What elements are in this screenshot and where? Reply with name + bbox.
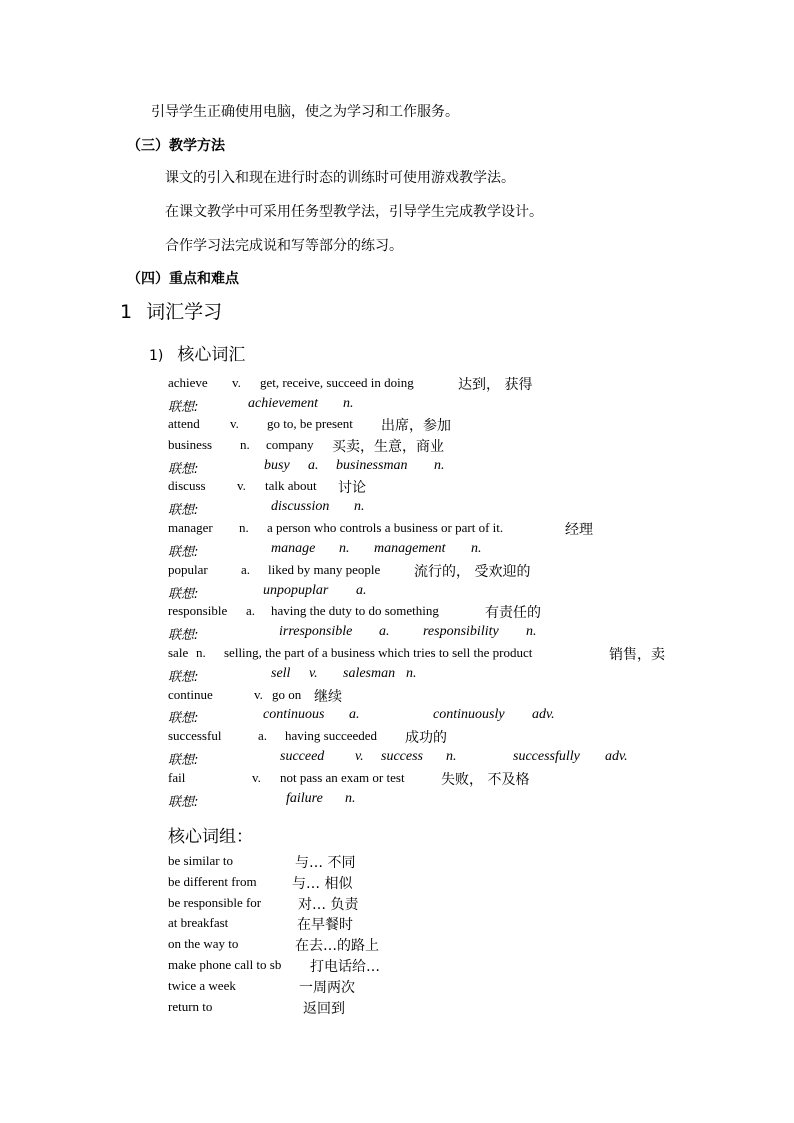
vocab-pos: v. — [230, 416, 239, 431]
vocab-word: sale — [168, 645, 189, 660]
vocab-chinese: 讨论 — [338, 480, 366, 496]
association-word: discussion — [271, 499, 330, 514]
vocab-definition: having succeeded — [285, 728, 378, 743]
phrase-english: be responsible for — [168, 895, 262, 910]
vocab-word: continue — [168, 687, 213, 702]
association-label: 联想: — [168, 711, 199, 726]
vocab-word: manager — [168, 520, 213, 535]
association-pos: a. — [349, 707, 360, 722]
vocab-pos: v. — [237, 478, 246, 493]
phrase-chinese: 在去…的路上 — [295, 938, 379, 954]
association-pos: adv. — [532, 707, 555, 722]
phrase-english: make phone call to sb — [168, 957, 282, 972]
vocab-chinese: 成功的 — [405, 730, 447, 746]
vocab-definition: get, receive, succeed in doing — [260, 375, 414, 390]
vocab-word: attend — [168, 416, 200, 431]
vocab-chinese: 有责任的 — [485, 605, 541, 621]
vocab-word: responsible — [168, 603, 228, 618]
section-title: 词汇学习 — [146, 301, 223, 323]
association-word: continuous — [263, 707, 325, 722]
vocab-chinese: 销售，卖 — [609, 647, 665, 663]
vocab-word: successful — [168, 728, 222, 743]
association-word: succeed — [280, 749, 325, 764]
phrase-chinese: 一周两次 — [299, 980, 355, 996]
phrase-chinese: 与… 相似 — [292, 876, 353, 892]
association-word: manage — [271, 541, 316, 556]
vocab-definition: go on — [272, 687, 302, 702]
association-pos: a. — [308, 458, 319, 473]
vocab-definition: having the duty to do something — [271, 603, 439, 618]
vocab-definition: not pass an exam or test — [280, 770, 405, 785]
vocab-pos: v. — [252, 770, 261, 785]
phrase-english: be similar to — [168, 853, 233, 868]
vocab-pos: n. — [240, 437, 250, 452]
association-word: businessman — [336, 458, 408, 473]
vocab-pos: n. — [196, 645, 206, 660]
association-pos: a. — [356, 583, 367, 598]
association-pos: n. — [339, 541, 350, 556]
vocab-chinese: 出席，参加 — [381, 418, 451, 434]
association-label: 联想: — [168, 503, 199, 518]
association-word: success — [381, 749, 423, 764]
association-pos: n. — [446, 749, 457, 764]
association-label: 联想: — [168, 587, 199, 602]
vocab-pos: v. — [254, 687, 263, 702]
vocab-definition: go to, be present — [267, 416, 353, 431]
vocab-pos: a. — [258, 728, 268, 743]
paragraph-method-2: 在课文教学中可采用任务型教学法，引导学生完成教学设计。 — [165, 204, 543, 220]
paragraph-method-1: 课文的引入和现在进行时态的训练时可使用游戏教学法。 — [165, 170, 515, 186]
association-pos: adv. — [605, 749, 628, 764]
association-label: 联想: — [168, 753, 199, 768]
vocab-chinese: 经理 — [565, 522, 593, 538]
phrase-chinese: 返回到 — [303, 1001, 345, 1017]
vocab-definition: liked by many people — [268, 562, 381, 577]
vocab-chinese: 失败， 不及格 — [441, 772, 530, 788]
association-label: 联想: — [168, 545, 199, 560]
paragraph-computer-use: 引导学生正确使用电脑，使之为学习和工作服务。 — [151, 104, 459, 120]
vocab-word: discuss — [168, 478, 206, 493]
phrase-chinese: 对… 负责 — [298, 897, 359, 913]
association-pos: n. — [354, 499, 365, 514]
subsection-title: 核心词汇 — [177, 345, 246, 365]
vocab-word: achieve — [168, 375, 208, 390]
association-label: 联想: — [168, 628, 199, 643]
association-word: achievement — [248, 396, 318, 411]
vocab-pos: n. — [239, 520, 249, 535]
association-pos: n. — [406, 666, 417, 681]
vocab-pos: a. — [246, 603, 256, 618]
subsection-heading-core-vocab — [149, 340, 245, 365]
phrase-english: return to — [168, 999, 213, 1014]
vocab-definition: company — [266, 437, 314, 452]
association-word: unpopuplar — [263, 583, 329, 598]
vocab-word: popular — [168, 562, 208, 577]
vocab-pos: a. — [241, 562, 251, 577]
association-pos: v. — [355, 749, 364, 764]
vocab-chinese: 达到， 获得 — [458, 377, 533, 393]
phrase-chinese: 与… 不同 — [295, 855, 356, 871]
heading-teaching-methods: （三）教学方法 — [127, 138, 225, 154]
heading-key-points: （四）重点和难点 — [127, 271, 239, 287]
association-label: 联想: — [168, 462, 199, 477]
phrase-english: at breakfast — [168, 915, 229, 930]
vocab-word: fail — [168, 770, 186, 785]
association-label: 联想: — [168, 400, 199, 415]
paragraph-method-3: 合作学习法完成说和写等部分的练习。 — [165, 238, 403, 254]
association-pos: n. — [343, 396, 354, 411]
association-pos: n. — [471, 541, 482, 556]
vocab-chinese: 流行的， 受欢迎的 — [414, 564, 531, 580]
phrase-chinese: 打电话给… — [310, 959, 380, 975]
vocab-chinese: 继续 — [314, 689, 342, 705]
association-pos: n. — [526, 624, 537, 639]
subsection-number: 1) — [149, 348, 164, 364]
association-word: continuously — [433, 707, 505, 722]
association-word: busy — [264, 458, 290, 473]
association-label: 联想: — [168, 795, 199, 810]
association-pos: v. — [309, 666, 318, 681]
vocab-word: business — [168, 437, 213, 452]
vocab-definition: selling, the part of a business which tries to sell the product — [224, 645, 533, 660]
vocab-definition: talk about — [265, 478, 317, 493]
association-word: sell — [271, 666, 291, 681]
association-pos: n. — [345, 791, 356, 806]
phrase-english: be different from — [168, 874, 257, 889]
association-pos: n. — [434, 458, 445, 473]
section-number: 1 — [120, 301, 133, 323]
vocab-pos: v. — [232, 375, 241, 390]
association-word: successfully — [513, 749, 580, 764]
association-pos: a. — [379, 624, 390, 639]
phrase-english: twice a week — [168, 978, 236, 993]
association-label: 联想: — [168, 670, 199, 685]
vocab-definition: a person who controls a business or part of it. — [267, 520, 504, 535]
association-word: management — [374, 541, 446, 556]
association-word: salesman — [343, 666, 396, 681]
phrases-heading: 核心词组： — [168, 827, 253, 847]
phrase-chinese: 在早餐时 — [297, 917, 353, 933]
association-word: failure — [286, 791, 323, 806]
phrase-english: on the way to — [168, 936, 239, 951]
section-heading-vocabulary — [120, 297, 222, 324]
vocab-chinese: 买卖，生意，商业 — [332, 439, 444, 455]
association-word: responsibility — [423, 624, 499, 639]
association-word: irresponsible — [279, 624, 353, 639]
